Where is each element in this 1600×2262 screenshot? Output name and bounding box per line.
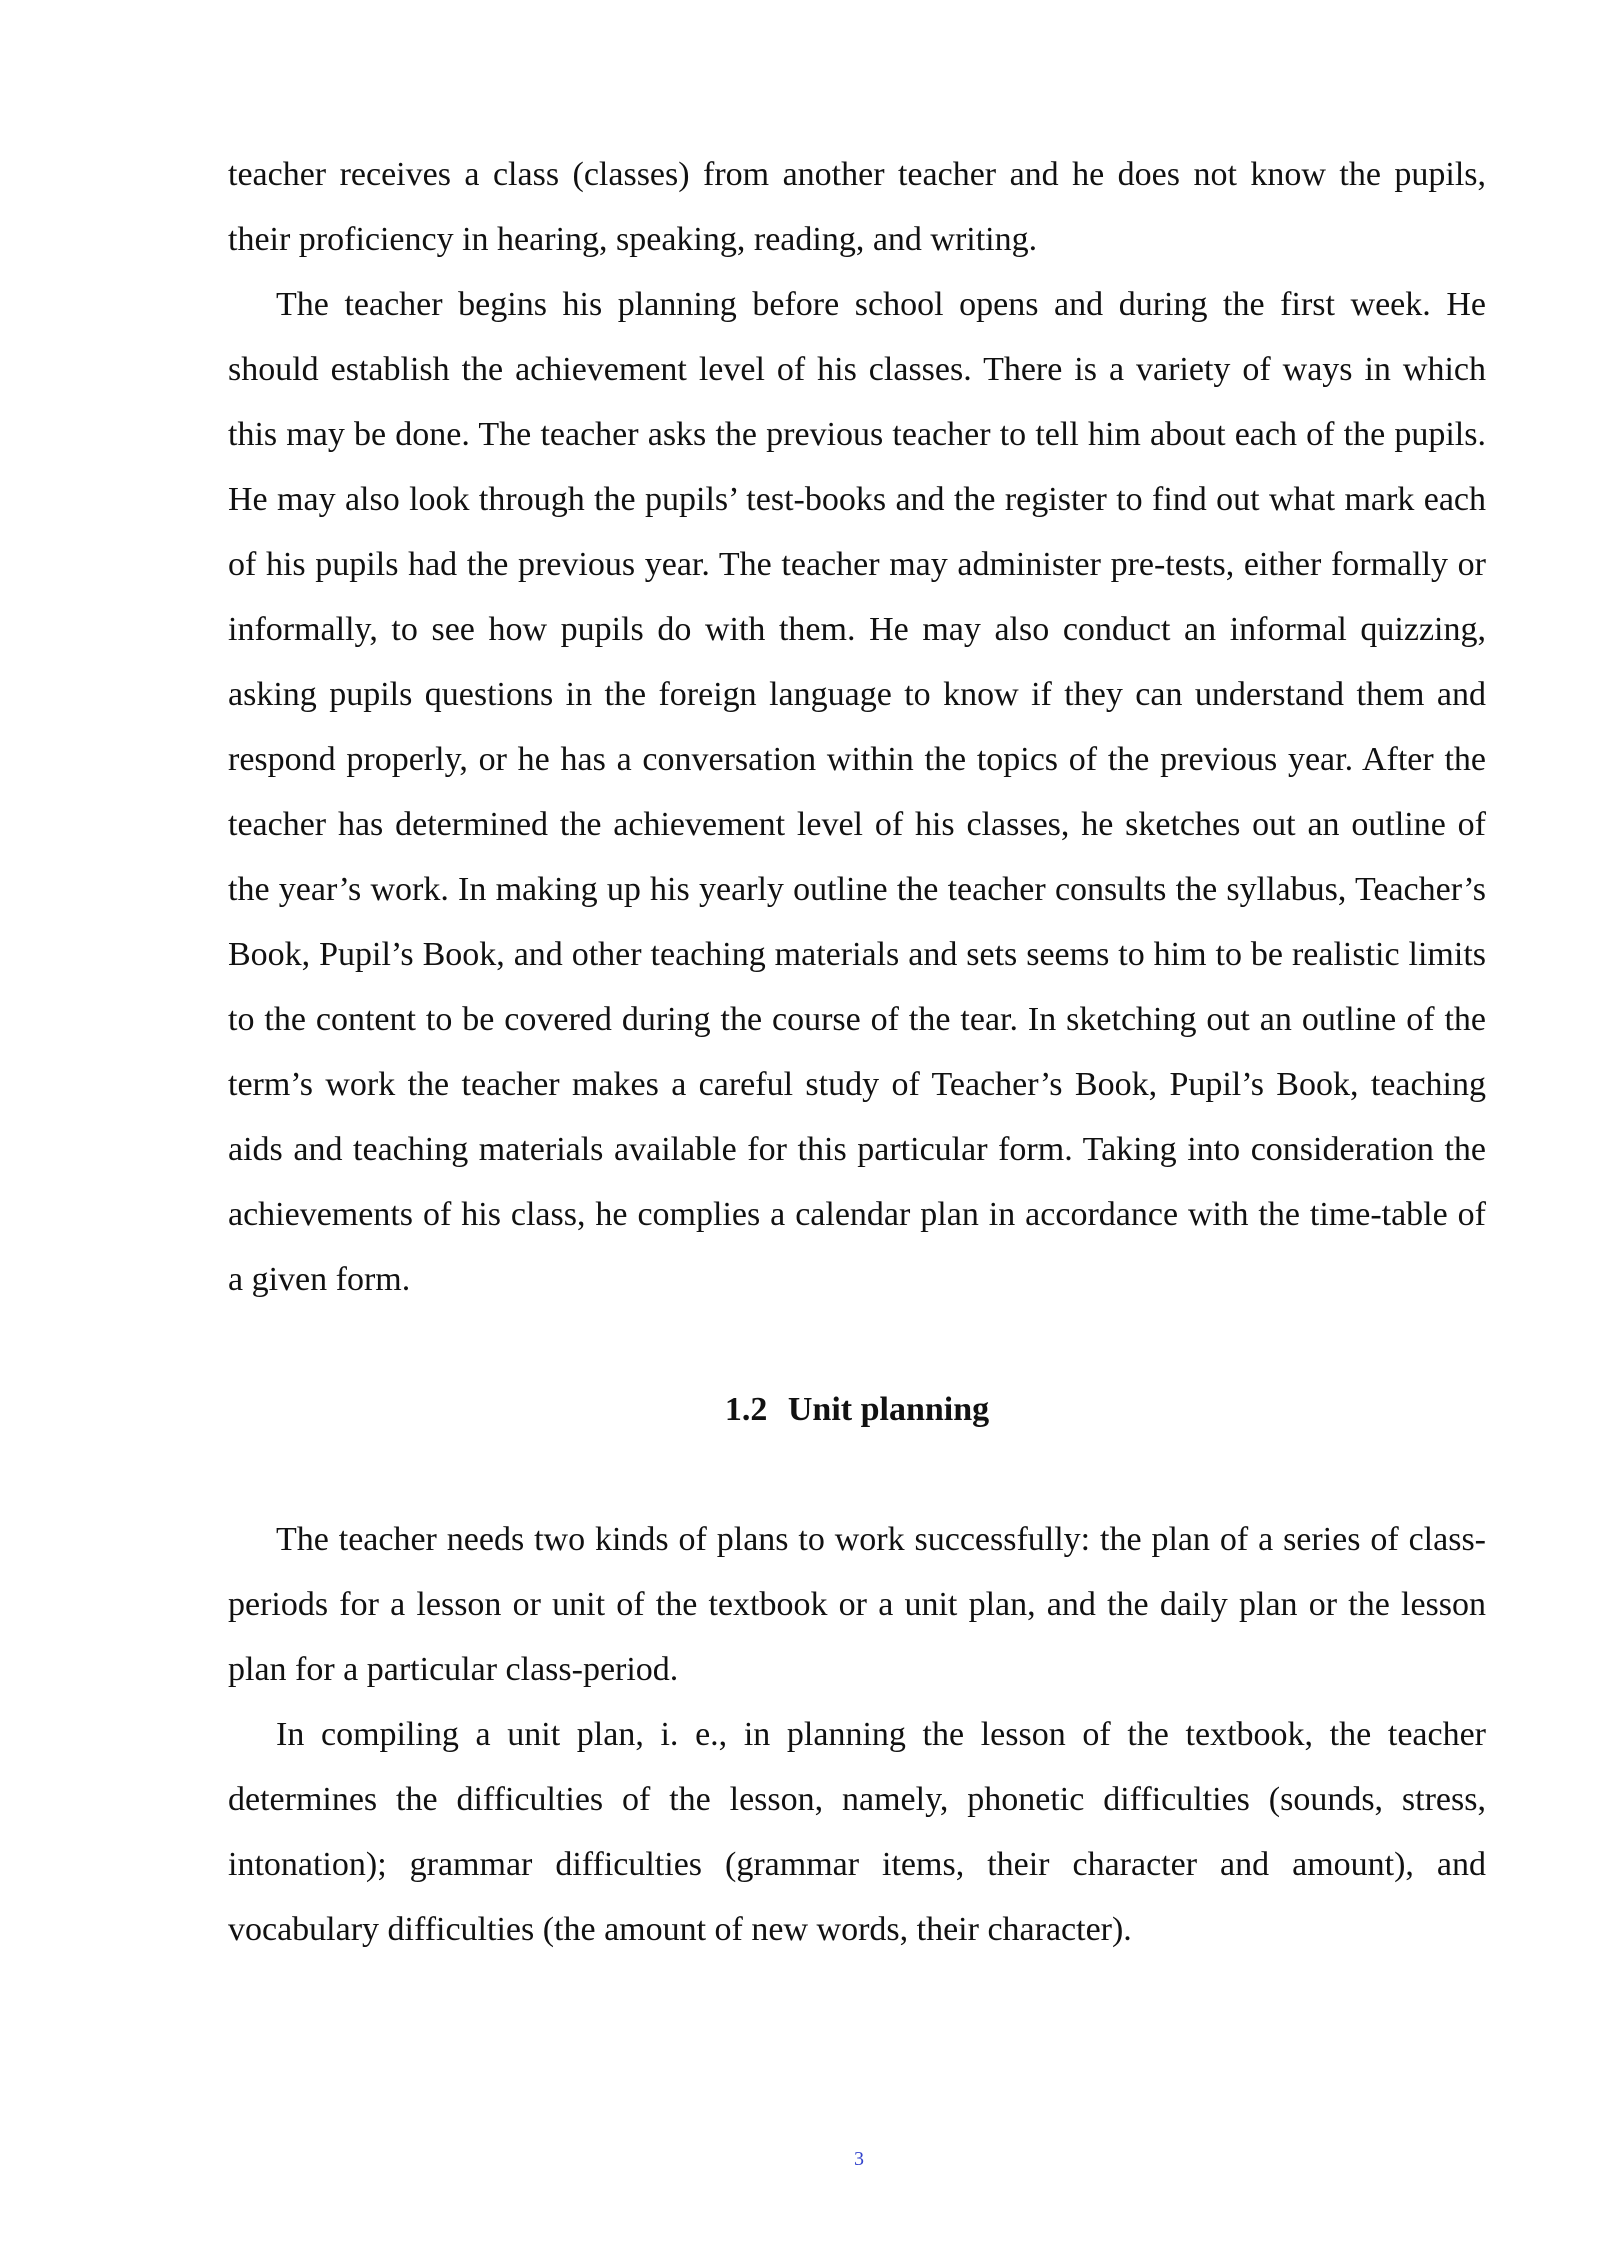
page-number: 3 [854, 2148, 864, 2170]
paragraph-two-kinds-of-plans: The teacher needs two kinds of plans to work successfully: the plan of a series of class-periods for a lesson or unit of the textbook or a unit plan, and the daily plan or the lesson plan for a particular class-period. [228, 1521, 1486, 1688]
section-number: 1.2 [724, 1391, 768, 1428]
paragraph-planning-before-school: The teacher begins his planning before school opens and during the first week. He should establish the achievement level of his classes. There is a variety of ways in which this may be done. The teacher asks the previous teacher to tell him about each of the pupils. He may also look through the pupils’ test-books and the register to find out what mark each of his pupils had the previous year. The teacher may administer pre-tests, either formally or informally, to see how pupils do with them. He may also conduct an informal quizzing, asking pupils questions in the foreign language to know if they can understand them and respond properly, or he has a conversation within the topics of the previous year. After the teacher has determined the achievement level of his classes, he sketches out an outline of the year’s work. In making up his yearly outline the teacher consults the syllabus, Teacher’s Book, Pupil’s Book, and other teaching materials and sets seems to him to be realistic limits to the content to be covered during the course of the tear. In sketching out an outline of the term’s work the teacher makes a careful study of Teacher’s Book, Pupil’s Book, teaching aids and teaching materials available for this particular form. Taking into consideration the achievements of his class, he complies a calendar plan in accordance with the time-table of a given form. [228, 286, 1486, 1298]
document-page [228, 142, 1486, 1962]
paragraph-continuation: teacher receives a class (classes) from another teacher and he does not know the pupils, their proficiency in hearing, speaking, reading, and writing. [228, 156, 1486, 258]
section-heading [228, 1377, 1486, 1442]
paragraph-unit-plan-difficulties: In compiling a unit plan, i. e., in planning the lesson of the textbook, the teacher determines the difficulties of the lesson, namely, phonetic difficulties (sounds, stress, intonation); grammar difficulties (grammar items, their character and amount), and vocabulary difficulties (the amount of new words, their character). [228, 1716, 1486, 1948]
section-title: Unit planning [787, 1391, 990, 1428]
